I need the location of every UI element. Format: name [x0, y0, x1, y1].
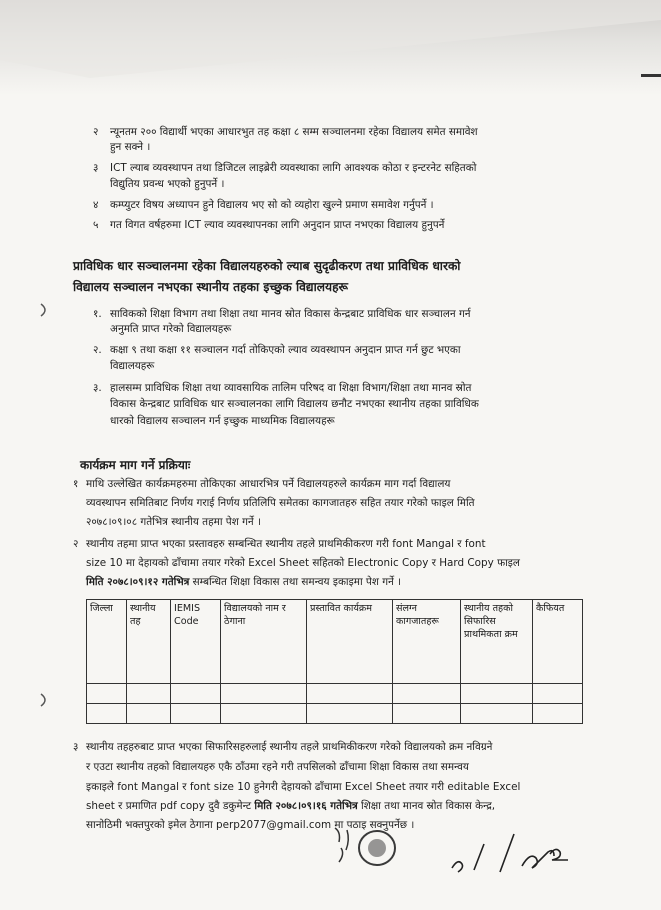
deadline-date: मिति २०७८।०९।१२ गतेभित्र — [86, 576, 190, 588]
item-text: अनुमति प्राप्त गरेको विद्यालयहरू — [110, 323, 232, 335]
item-text-part: शिक्षा तथा मानव स्रोत विकास केन्द्र, — [357, 800, 496, 812]
item-number: १. — [93, 308, 102, 320]
item-text-part: sheet र प्रमाणित pdf copy दुवै डकुमेन्ट — [86, 800, 255, 812]
item-text: गत विगत वर्षहरुमा ICT ल्याव व्यवस्थापनका लागि अनुदान प्राप्त नभएका विद्यालय हुनुपर्ने — [110, 219, 445, 231]
submission-table — [86, 599, 583, 724]
item-text: हुन सक्ने । — [110, 141, 151, 153]
col-header-priority: स्थानीय तहको सिफारिस प्राथमिकता क्रम — [461, 600, 533, 684]
item-text: विद्युतिय प्रवन्ध भएको हुनुपर्ने । — [110, 178, 225, 190]
item-number: ३ — [73, 741, 79, 753]
item-text: धारको विद्यालय सञ्चालन गर्न इच्छुक माध्यमिक विद्यालयहरू — [110, 415, 335, 427]
item-text: हालसम्म प्राविधिक शिक्षा तथा व्यावसायिक तालिम परिषद वा शिक्षा विभाग/शिक्षा तथा मानव स्रोत — [110, 382, 472, 394]
item-number: ३. — [93, 382, 102, 394]
section-heading: विद्यालय सञ्चालन नभएका स्थानीय तहका इच्छुक विद्यालयहरू — [73, 280, 349, 294]
item-text: ICT ल्याब व्यवस्थापन तथा डिजिटल लाइब्रेरी व्यवस्थाका लागि आवश्यक कोठा र इन्टरनेट सहितको — [110, 162, 477, 174]
col-header-documents: संलग्न कागजातहरू — [393, 600, 461, 684]
item-number: २. — [93, 344, 102, 356]
item-number: ४ — [93, 199, 99, 211]
item-text — [86, 575, 401, 589]
item-text: स्थानीय तहमा प्राप्त भएका प्रस्तावहरु सम्बन्धित स्थानीय तहले प्राथमिकीकरण गरी font Mangal र font — [86, 538, 486, 550]
deadline-date: मिति २०७८।०९।१६ गतेभित्र — [254, 800, 358, 812]
section-heading: प्राविधिक धार सञ्चालनमा रहेका विद्यालयहरुको ल्याब सुदृढीकरण तथा प्राविधिक धारको — [73, 259, 461, 273]
item-text — [86, 799, 495, 813]
item-number: २ — [73, 538, 79, 550]
table-row — [87, 704, 583, 724]
item-text: न्यूनतम २०० विद्यार्थी भएका आधारभुत तह कक्षा ८ सम्म सञ्चालनमा रहेका विद्यालय समेत समावेश — [110, 126, 478, 138]
item-text: विद्यालयहरू — [110, 360, 155, 372]
item-number: ३ — [93, 162, 99, 174]
item-number: ५ — [93, 219, 99, 231]
punch-mark — [38, 300, 52, 320]
col-header-iemis: IEMIS Code — [171, 600, 221, 684]
col-header-remarks: कैफियत — [533, 600, 583, 684]
item-text: स्थानीय तहहरुबाट प्राप्त भएका सिफारिसहरुलाई स्थानीय तहले प्राथमिकीकरण गरेको विद्यालयको क्रम नविग्रने — [86, 741, 493, 753]
item-text: २०७८।०९।०८ गतेभित्र स्थानीय तहमा पेश गर्ने । — [86, 516, 261, 528]
col-header-school-name: विद्यालयको नाम र ठेगाना — [221, 600, 307, 684]
scan-mark — [641, 74, 661, 77]
item-text: व्यवस्थापन समितिबाट निर्णय गराई निर्णय प्रतिलिपि समेतका कागजातहरु सहित तयार गरेको फाइल मिति — [86, 497, 475, 509]
col-header-program: प्रस्तावित कार्यक्रम — [307, 600, 393, 684]
office-stamp — [325, 818, 409, 878]
scan-edge — [0, 0, 661, 95]
item-text: कक्षा ९ तथा कक्षा ११ सञ्चालन गर्दा तोकिएको ल्याव व्यवस्थापन अनुदान प्राप्त गर्न छुट भएका — [110, 344, 461, 356]
item-text: कम्प्युटर विषय अध्यापन हुने विद्यालय भए सो को व्यहोरा खुल्ने प्रमाण समावेश गर्नुपर्ने । — [110, 199, 434, 211]
item-number: २ — [93, 126, 99, 138]
item-number: १ — [73, 478, 79, 490]
col-header-local-level: स्थानीय तह — [127, 600, 171, 684]
item-text-rest: सम्बन्धित शिक्षा विकास तथा समन्वय इकाइमा पेश गर्ने । — [189, 576, 402, 588]
table-row — [87, 684, 583, 704]
item-text: विकास केन्द्रबाट प्राविधिक धार सञ्चालनका लागि विद्यालय छनौट नभएका स्थानीय तहका प्राविधिक — [110, 398, 479, 410]
item-text: size 10 मा देहायको ढाँचामा तयार गरेको Excel Sheet सहितको Electronic Copy र Hard Copy फाइल — [86, 557, 520, 569]
item-text: र एउटा स्थानीय तहको विद्यालयहरु एकै ठाँउमा रहने गरी तपसिलको ढाँचामा शिक्षा विकास तथा समन्वय — [86, 761, 469, 773]
item-text: इकाइले font Mangal र font size 10 हुनेगरी देहायको ढाँचामा Excel Sheet तयार गरी editable Excel — [86, 781, 521, 793]
process-heading: कार्यक्रम माग गर्ने प्रक्रियाः — [80, 458, 191, 472]
item-text: साविकको शिक्षा विभाग तथा शिक्षा तथा मानव स्रोत विकास केन्द्रबाट प्राविधिक धार सञ्चालन गर्न — [110, 308, 471, 320]
signature — [440, 810, 610, 880]
item-text: सानोठिमी भक्तपुरको इमेल ठेगाना perp2077@gmail.com मा पठाइ सक्नुपर्नेछ । — [86, 819, 415, 831]
punch-mark — [38, 690, 52, 710]
item-text: माथि उल्लेखित कार्यक्रमहरुमा तोकिएका आधारभित्र पर्ने विद्यालयहरुले कार्यक्रम माग गर्दा विद्यालय — [86, 478, 451, 490]
col-header-district: जिल्ला — [87, 600, 127, 684]
